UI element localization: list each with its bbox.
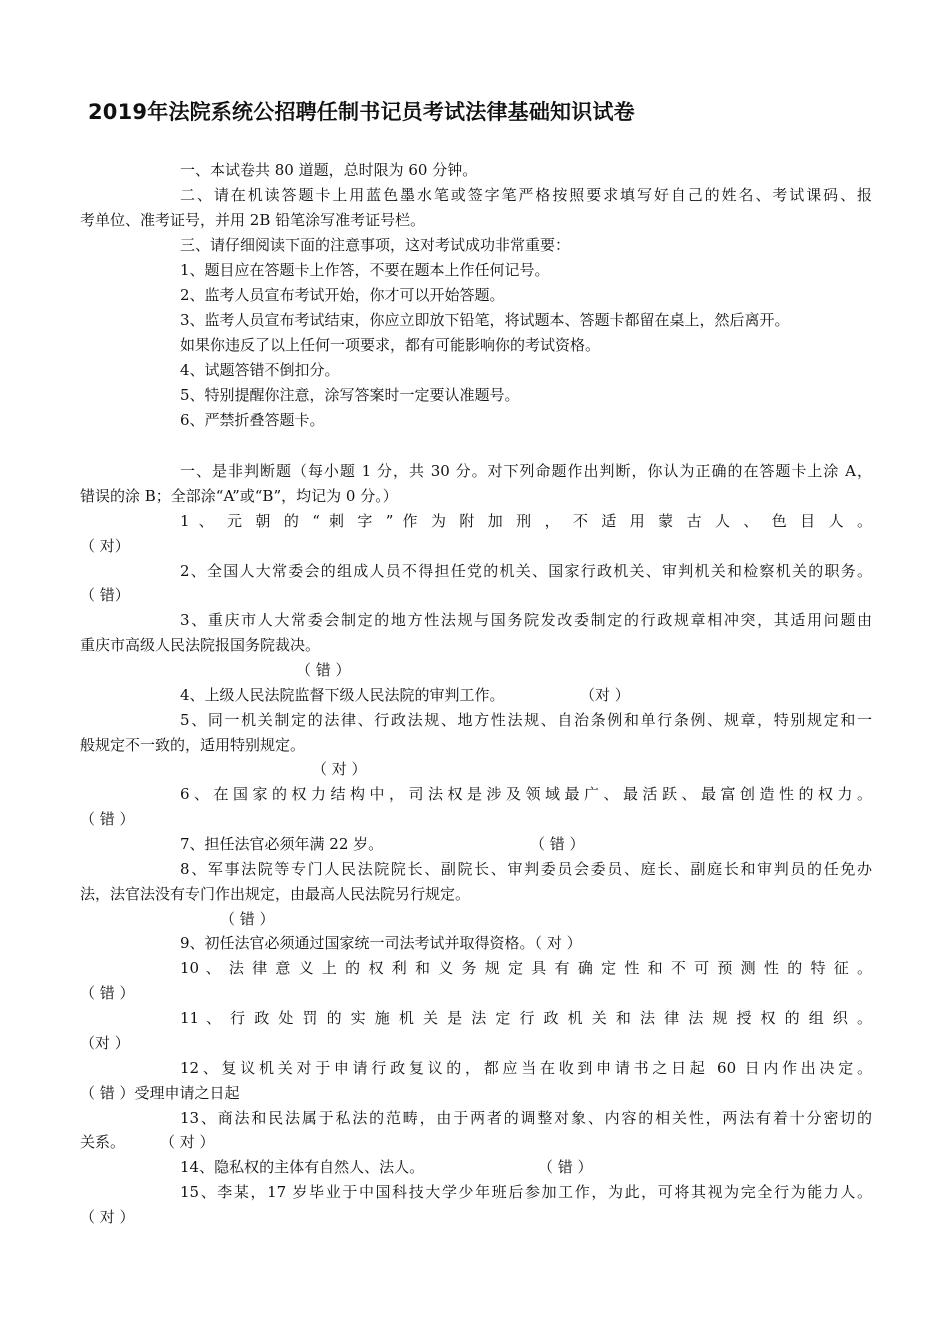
question-13-cont: 关系。	[80, 1133, 126, 1151]
question-5-cont: 般规定不一致的，适用特别规定。	[80, 736, 306, 754]
question-8-cont: 法，法官法没有专门作出规定，由最高人民法院另行规定。	[80, 885, 471, 903]
answer-5: （ 对 ）	[312, 760, 367, 778]
instruction-line: 三、请仔细阅读下面的注意事项，这对考试成功非常重要：	[180, 236, 571, 254]
answer-2: （ 错）	[80, 586, 130, 604]
instruction-line: 5、特别提醒你注意，涂写答案时一定要认准题号。	[180, 386, 520, 404]
answer-1: （ 对）	[80, 537, 130, 555]
answer-12: （ 错 ）受理申请之日起	[80, 1084, 240, 1102]
page-title: 2019年法院系统公招聘任制书记员考试法律基础知识试卷	[88, 100, 635, 124]
answer-14: （ 错 ）	[538, 1158, 593, 1176]
question-6: 6、在国家的权力结构中，司法权是涉及领域最广、最活跃、最富创造性的权力。	[180, 785, 872, 803]
question-8: 8、军事法院等专门人民法院院长、副院长、审判委员会委员、庭长、副庭长和审判员的任免办	[180, 860, 872, 878]
question-13: 13、商法和民法属于私法的范畴，由于两者的调整对象、内容的相关性，两法有着十分密切的	[180, 1109, 872, 1127]
question-2: 2、全国人大常委会的组成人员不得担任党的机关、国家行政机关、审判机关和检察机关的职务。	[180, 562, 872, 580]
instruction-line: 如果你违反了以上任何一项要求，都有可能影响你的考试资格。	[180, 336, 601, 354]
question-14: 14、隐私权的主体有自然人、法人。	[180, 1158, 425, 1176]
instruction-line: 二、请在机读答题卡上用蓝色墨水笔或签字笔严格按照要求填写好自己的姓名、考试课码、报	[180, 186, 872, 204]
answer-7: （ 错 ）	[530, 835, 585, 853]
instruction-line: 考单位、准考证号，并用 2B 铅笔涂写准考证号栏。	[80, 211, 426, 229]
section-heading-cont: 错误的涂 B；全部涂“A”或“B”，均记为 0 分。）	[80, 487, 398, 505]
question-11: 11 、 行 政 处 罚 的 实 施 机 关 是 法 定 行 政 机 关 和 法 律 法 规 授 权 的 组 织 。	[180, 1009, 872, 1027]
answer-13: （ 对 ）	[160, 1133, 215, 1151]
instruction-line: 一、本试卷共 80 道题，总时限为 60 分钟。	[180, 161, 478, 179]
question-10: 10 、 法 律 意 义 上 的 权 利 和 义 务 规 定 具 有 确 定 性 和 不 可 预 测 性 的 特 征 。	[180, 959, 872, 977]
question-3: 3、重庆市人大常委会制定的地方性法规与国务院发改委制定的行政规章相冲突，其适用问题由	[180, 611, 872, 629]
instruction-line: 4、试题答错不倒扣分。	[180, 361, 340, 379]
question-5: 5、同一机关制定的法律、行政法规、地方性法规、自治条例和单行条例、规章，特别规定和一	[180, 711, 872, 729]
question-4: 4、上级人民法院监督下级人民法院的审判工作。	[180, 686, 505, 704]
instruction-line: 2、监考人员宣布考试开始，你才可以开始答题。	[180, 286, 505, 304]
answer-8: （ 错 ）	[220, 910, 275, 928]
question-15: 15、李某，17 岁毕业于中国科技大学少年班后参加工作，为此，可将其视为完全行为能力人。	[180, 1183, 872, 1201]
answer-4: （对 ）	[580, 686, 630, 704]
instruction-line: 6、严禁折叠答题卡。	[180, 411, 325, 429]
section-heading: 一、是非判断题（每小题 1 分，共 30 分。对下列命题作出判断，你认为正确的在答题卡上涂 A，	[180, 462, 872, 480]
question-7: 7、担任法官必须年满 22 岁。	[180, 835, 384, 853]
instruction-line: 3、监考人员宣布考试结束，你应立即放下铅笔，将试题本、答题卡都留在桌上，然后离开。	[180, 311, 790, 329]
answer-6: （ 错 ）	[80, 810, 135, 828]
question-9: 9、初任法官必须通过国家统一司法考试并取得资格。（ 对 ）	[180, 934, 582, 952]
question-1: 1 、 元 朝 的 “ 刺 字 ” 作 为 附 加 刑 ， 不 适 用 蒙 古 人 、 色 目 人 。	[180, 512, 872, 530]
question-3-cont: 重庆市高级人民法院报国务院裁决。	[80, 636, 321, 654]
question-12: 12、复议机关对于申请行政复议的，都应当在收到申请书之日起 60 日内作出决定。	[180, 1059, 872, 1077]
instruction-line: 1、题目应在答题卡上作答，不要在题本上作任何记号。	[180, 261, 550, 279]
answer-15: （ 对 ）	[80, 1208, 135, 1226]
answer-3: （ 错 ）	[296, 661, 351, 679]
answer-11: （对 ）	[80, 1034, 130, 1052]
answer-10: （ 错 ）	[80, 984, 135, 1002]
